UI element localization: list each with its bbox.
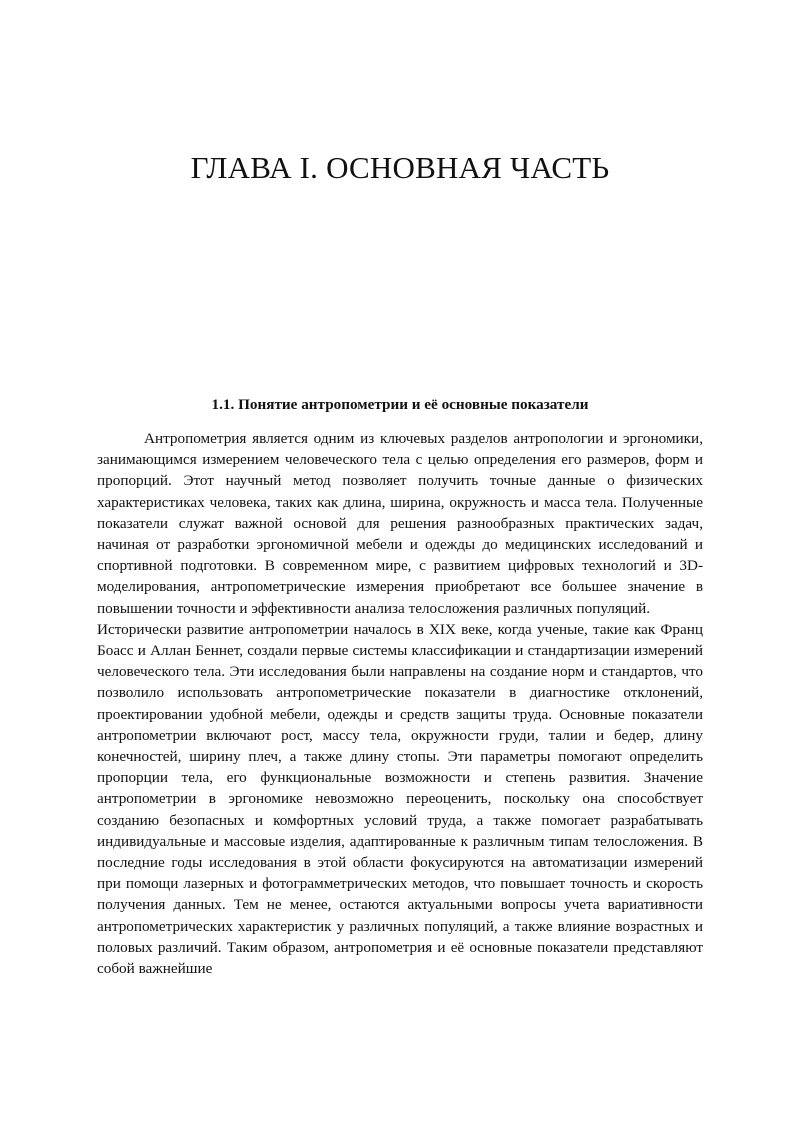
section-heading: 1.1. Понятие антропометрии и её основные показатели <box>211 396 589 413</box>
body-text <box>97 428 703 979</box>
paragraph-2: Исторически развитие антропометрии началось в XIX веке, когда ученые, такие как Франц Боасс и Аллан Беннет, создали первые системы классификации и стандартизации измерений человеческого тела. Эти исследования были направлены на создание норм и стандартов, что позволило использовать антропометрические показатели в диагностике отклонений, проектировании удобной мебели, одежды и средств защиты труда. Основные показатели антропометрии включают рост, массу тела, окружности груди, талии и бедер, длину конечностей, ширину плеч, а также длину стопы. Эти параметры помогают определить пропорции тела, его функциональные возможности и степень развития. Значение антропометрии в эргономике невозможно переоценить, поскольку она способствует созданию безопасных и комфортных условий труда, а также помогает разрабатывать индивидуальные и массовые изделия, адаптированные к различным типам телосложения. В последние годы исследования в этой области фокусируются на автоматизации измерений при помощи лазерных и фотограмметрических методов, что повышает точность и скорость получения данных. Тем не менее, остаются актуальными вопросы учета вариативности антропометрических характеристик у различных популяций, а также влияние возрастных и половых различий. Таким образом, антропометрия и её основные показатели представляют собой важнейшие <box>97 620 703 978</box>
chapter-title: ГЛАВА I. ОСНОВНАЯ ЧАСТЬ <box>190 150 610 185</box>
paragraph-1: Антропометрия является одним из ключевых разделов антропологии и эргономики, занимающимся измерением человеческого тела с целью определения его размеров, форм и пропорций. Этот научный метод позволяет получить точные данные о физических характеристиках человека, таких как длина, ширина, окружность и масса тела. Полученные показатели служат важной основой для решения разнообразных практических задач, начиная от разработки эргономичной мебели и одежды до медицинских исследований и спортивной подготовки. В современном мире, с развитием цифровых технологий и 3D-моделирования, антропометрические измерения приобретают все большее значение в повышении точности и эффективности анализа телосложения различных популяций. <box>97 430 703 617</box>
